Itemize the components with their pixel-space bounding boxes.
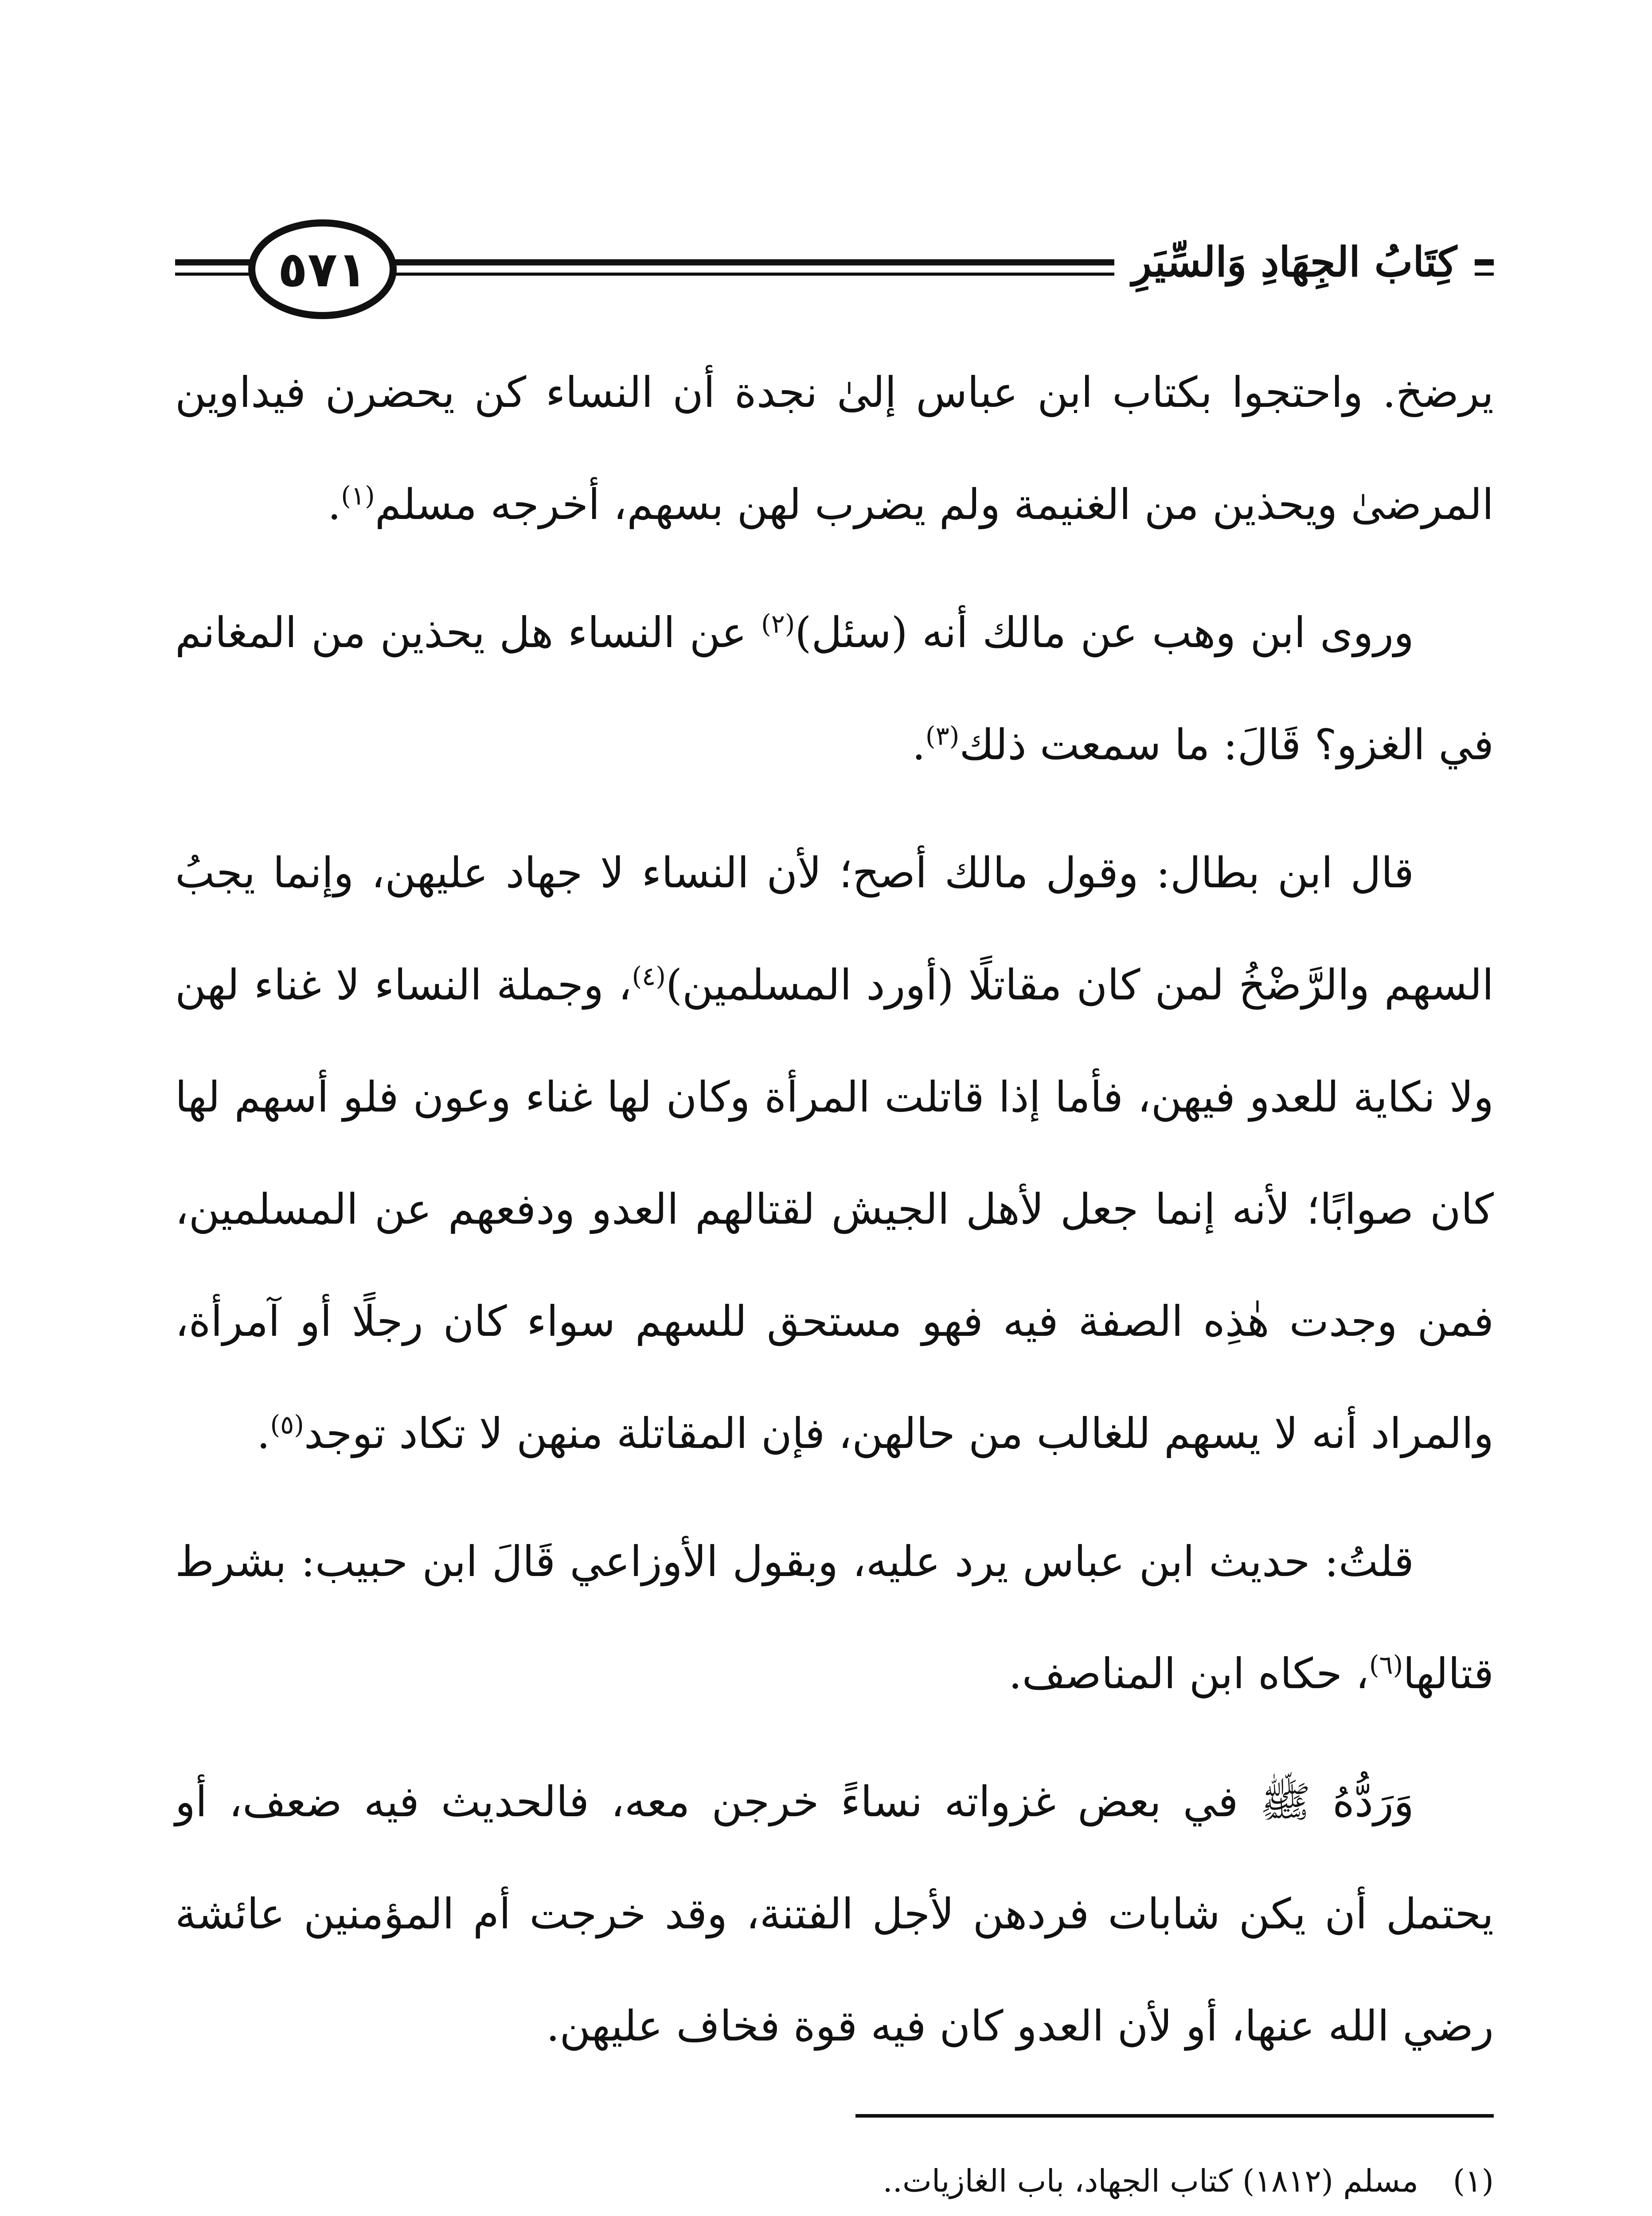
running-header: [0, 0, 1652, 310]
footnote-number: (١): [1453, 2163, 1494, 2199]
body-text: [175, 337, 1494, 2099]
paragraph-3-text-b: ، وجملة النساء لا غناء لهن ولا نكاية للعدو فيهن، فأما إذا قاتلت المرأة وكان لها غناء وعون فلو أسهم لها كان صوابًا؛ لأنه إنما جعل لأهل الجيش لقتالهم العدو ودفعهم عن المسلمين، فمن وجدت هٰذِه الصفة فيه فهو مستحق للسهم سواء كان رجلًا أو آمرأة، والمراد أنه لا يسهم للغالب من حالهن، فإن المقاتلة منهن لا تكاد توجد: [175, 961, 1494, 1458]
footnote-ref-4: (٤): [632, 961, 666, 991]
paragraph-2-text-a: وروى ابن وهب عن مالك أنه (سئل): [795, 609, 1414, 657]
paragraph-4-text-b: ، حكاه ابن المناصف.: [1008, 1650, 1369, 1698]
header-rule-middle-thin: [390, 273, 1232, 276]
footnote-ref-5: (٥): [270, 1409, 304, 1440]
paragraph-2: [175, 577, 1494, 801]
paragraph-3-text-a: قال ابن بطال: وقول مالك أصح؛ لأن النساء لا جهاد عليهن، وإنما يجبُ السهم والرَّضْخُ لمن كان مقاتلًا (أورد المسلمين): [175, 849, 1494, 1010]
footnote-ref-3: (٣): [925, 721, 960, 751]
footnote-ref-2: (٢): [761, 609, 795, 639]
footnote-ref-6: (٦): [1369, 1650, 1403, 1680]
paragraph-2-text-b: عن النساء هل يحذين من المغانم في الغزو؟ قَالَ: ما سمعت ذلك: [175, 609, 1494, 769]
footnote-ref-1: (١): [341, 480, 375, 511]
page-number-badge: [248, 219, 397, 319]
paragraph-3: [175, 817, 1494, 1490]
running-title: كِتَابُ الجِهَادِ وَالسِّيَرِ: [1114, 242, 1475, 282]
header-rule-left: [175, 259, 255, 265]
paragraph-1: [175, 337, 1494, 561]
header-rule-left-thin: [175, 273, 255, 276]
paragraph-1-end: .: [328, 480, 341, 529]
paragraph-4-text-a: قلتُ: حديث ابن عباس يرد عليه، وبقول الأوزاعي قَالَ ابن حبيب: بشرط قتالها: [175, 1537, 1494, 1698]
paragraph-5: [175, 1746, 1494, 2083]
footnote-text: مسلم (١٨١٢) كتاب الجهاد، باب الغازيات..: [883, 2163, 1418, 2199]
footnote-1: [443, 2145, 1494, 2216]
paragraph-1-text: يرضخ. واحتجوا بكتاب ابن عباس إلىٰ نجدة أن النساء كن يحضرن فيداوين المرضىٰ ويحذين من الغنيمة ولم يضرب لهن بسهم، أخرجه مسلم: [175, 368, 1494, 529]
footnote-separator: [855, 2114, 1494, 2118]
paragraph-4: [175, 1506, 1494, 1730]
header-rule-middle: [390, 259, 1232, 265]
page-number: ٥٧١: [277, 241, 367, 298]
paragraph-2-end: .: [912, 721, 926, 769]
paragraph-3-end: .: [257, 1409, 270, 1458]
paragraph-5-text: وَرَدُّهُ ﷺ في بعض غزواته نساءً خرجن معه، فالحديث فيه ضعف، أو يحتمل أن يكن شابات فردهن لأجل الفتنة، وقد خرجت أم المؤمنين عائشة رضي الله عنها، أو لأن العدو كان فيه قوة فخاف عليهن.: [175, 1778, 1494, 2051]
footnotes: [443, 2145, 1494, 2216]
